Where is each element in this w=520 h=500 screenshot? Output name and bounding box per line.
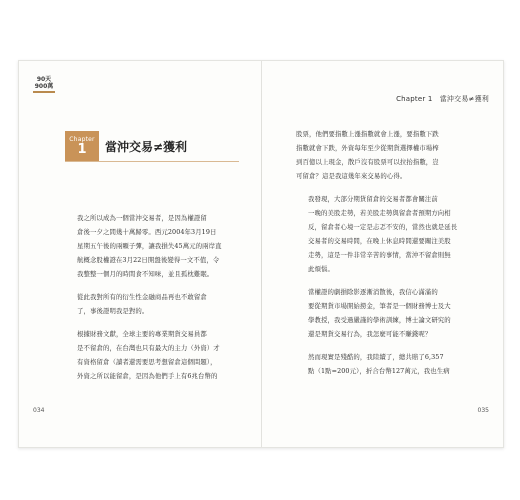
text-line: 然而現實是殘酷的，我陸續了，總共賠了6,357 (308, 353, 444, 361)
text-line: 到百億以上現金，散戶沒有股票可以拉抬指數，豈 (296, 158, 439, 166)
book-logo (33, 76, 55, 93)
page-number-right: 035 (477, 407, 489, 414)
text-line: 倉後一夕之間幾十萬歸零。西元2004年3月19日 (77, 228, 217, 236)
text-line: 外資之所以能留倉，是因為他們手上有6兆台幣的 (77, 372, 218, 380)
paragraph (296, 350, 482, 378)
text-line: 還是期貨交易行為，我怎麼可能不賺錢呢？ (308, 330, 432, 338)
page-number-left: 034 (33, 407, 45, 414)
logo-line-1: 90天 (36, 76, 52, 83)
text-line: 了，事後證明我是對的。 (77, 307, 149, 315)
text-line: 一晚的美股走勢，若美股走勢與留倉者預期方向相 (308, 209, 451, 217)
text-line: 是不留倉的，在台灣也只有最大的主力（外資）才 (77, 344, 220, 352)
text-line: 要從期貨市場開始撈金，筆者是一個財務博士及大 (308, 302, 451, 310)
text-line: 點（1點=200元），折合台幣127萬元，我也生病 (308, 367, 450, 375)
text-line: 我整整一個月的時間食不知味，並且孤枕難眠。 (77, 270, 214, 278)
text-line: 可留倉？這是我這幾年來交易的心得。 (296, 172, 407, 180)
text-line: 反，留倉者心境一定是忐忑不安的，當然也就是延長 (308, 223, 458, 231)
left-page-body (65, 211, 245, 392)
text-line: 有資格留倉（讀者還需要思考想留倉這個問題）， (77, 358, 217, 366)
text-line: 從此我對所有的衍生性金融商品再也不敢留倉 (77, 293, 207, 301)
text-line: 我之所以成為一個當沖交易者，是因為權證留 (77, 214, 207, 222)
text-line: 指數就會下跌，外資每年至少從期貨選擇權市場榨 (296, 144, 439, 152)
text-line: 當權證的劇損除影逐漸消散後，我信心滿滿的 (308, 288, 438, 296)
text-line: 我發現，大部分期貨留倉的交易者都會關注前 (308, 195, 438, 203)
paragraph (296, 127, 482, 183)
paragraph (296, 285, 482, 341)
text-line: 航概念股權證在3月22日開盤後變得一文不值，令 (77, 256, 220, 264)
left-page (19, 61, 261, 447)
text-line: 此煩惱。 (308, 265, 334, 273)
paragraph (296, 192, 482, 276)
paragraph (65, 290, 245, 318)
text-line: 根據財務文獻，全球主要的專業期貨交易員都 (77, 330, 207, 338)
running-header: Chapter 1 當沖交易≠獲利 (396, 95, 489, 103)
paragraph (65, 327, 245, 383)
logo-line-2: 900萬 (34, 83, 54, 90)
chapter-number: 1 (77, 142, 87, 157)
text-line: 學教授，我受過嚴謹的學術訓練，博士論文研究的 (308, 316, 451, 324)
text-line: 星期五午後的兩顆子彈，讓我損失45萬元的兩岸直 (77, 242, 222, 250)
chapter-badge (65, 131, 99, 161)
chapter-word: Chapter (69, 136, 95, 143)
right-page (262, 61, 503, 447)
book-spread (18, 60, 504, 448)
chapter-divider (65, 161, 239, 162)
chapter-title: 當沖交易≠獲利 (105, 140, 188, 154)
text-line: 股票，他們要指數上漲指數就會上漲，要指數下跌 (296, 130, 439, 138)
right-page-body (296, 127, 482, 387)
paragraph (65, 211, 245, 281)
logo-underline (33, 91, 55, 93)
text-line: 交易者的交易時間，在晚上休息時間還要關注美股 (308, 237, 451, 245)
text-line: 走勢，這是一件非常辛苦的事情，當沖不留倉則無 (308, 251, 451, 259)
